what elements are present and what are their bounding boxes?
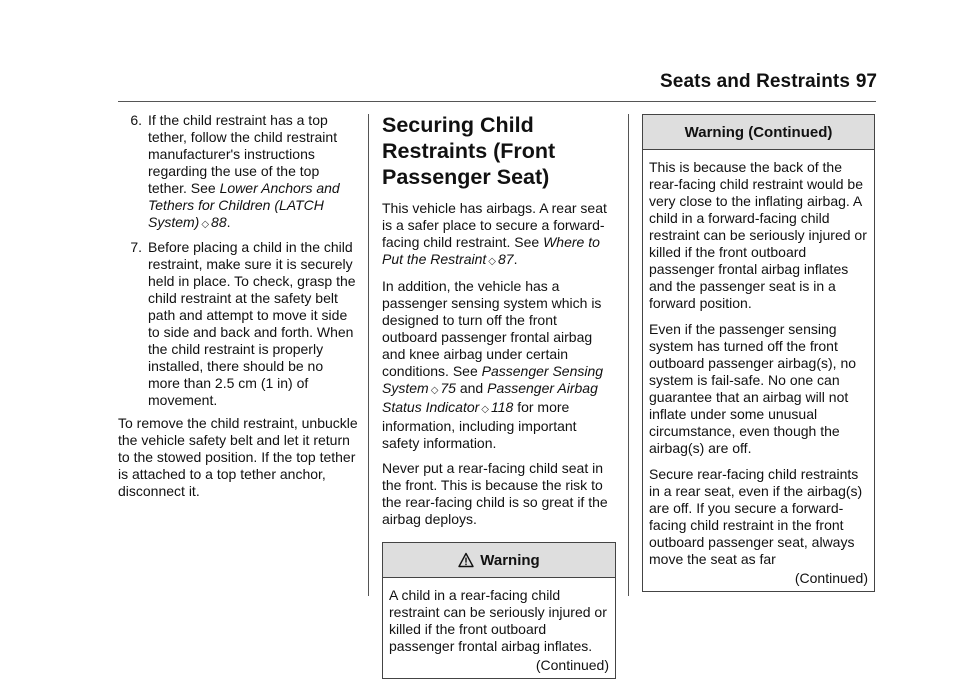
page-reference[interactable]: 75 bbox=[440, 380, 456, 396]
column-3 bbox=[642, 114, 875, 592]
paragraph: To remove the child restraint, unbuckle the vehicle safety belt and let it return to the stowed position. If the top tether is attached to a top tether anchor, disconnect it. bbox=[118, 415, 358, 499]
header-divider bbox=[118, 101, 876, 102]
step-text: Before placing a child in the child restraint, make sure it is securely held in place. To check, grasp the child restraint at the safety belt path and attempt to move it side to side and back and forth. When the child restraint is properly installed, there should be no more than 2.5 cm (1 in) of movement. bbox=[148, 239, 356, 408]
column-1 bbox=[118, 112, 358, 508]
section-heading: Securing Child Restraints (Front Passenger Seat) bbox=[382, 113, 556, 189]
warning-title: Warning bbox=[480, 551, 540, 569]
warning-body bbox=[383, 578, 615, 678]
page-reference[interactable]: 87 bbox=[497, 251, 514, 267]
column-2 bbox=[382, 112, 616, 679]
cross-reference-link[interactable]: Passenger Sensing System bbox=[382, 363, 604, 396]
continued-label: (Continued) bbox=[794, 570, 868, 586]
paragraph: Never put a rear-facing child seat in the front. This is because the risk to the rear-facing child is so great if the airbag deploys. bbox=[382, 460, 608, 527]
warning-paragraph: Secure rear-facing child restraints in a rear seat, even if the airbag(s) are off. If you secure a forward-facing child restraint in the front outboard passenger seat, always move the seat as far bbox=[649, 466, 863, 567]
warning-box-continued bbox=[642, 114, 875, 592]
page-reference[interactable]: 88 bbox=[211, 214, 227, 230]
cross-reference-link[interactable]: Where to Put the Restraint bbox=[382, 234, 600, 267]
step-number: 6. bbox=[130, 112, 142, 128]
warning-paragraph: This is because the back of the rear-facing child restraint would be very close to the inflating airbag. A child in a forward-facing child restraint can be seriously injured or killed if the front outboard passenger frontal airbag inflates and the passenger seat is in a forward position. bbox=[649, 159, 867, 311]
continued-label: (Continued) bbox=[535, 657, 609, 673]
step-6 bbox=[118, 112, 358, 233]
page-reference-arrow-icon: ◇ bbox=[430, 385, 439, 396]
step-text: If the child restraint has a top tether, follow the child restraint manufacturer's instructions regarding the use of the top tether. See Lower Anchors and Tethers for Children (LATCH System) ◇ 88. bbox=[148, 112, 340, 230]
cross-reference-link[interactable]: Lower Anchors and Tethers for Children (LATCH System) bbox=[148, 180, 340, 230]
column-divider-2 bbox=[628, 114, 629, 596]
warning-box bbox=[382, 542, 616, 679]
page-reference-arrow-icon: ◇ bbox=[481, 404, 489, 415]
warning-header bbox=[383, 543, 615, 578]
page-number: 97 bbox=[855, 71, 877, 92]
paragraph: This vehicle has airbags. A rear seat is a safer place to secure a forward-facing child restraint. See Where to Put the Restraint ◇ 87. bbox=[382, 200, 607, 267]
section-title: Seats and Restraints bbox=[660, 71, 850, 92]
warning-paragraph: Even if the passenger sensing system has turned off the front outboard passenger airbag(s), no system is fail-safe. No one can guarantee that an airbag will not inflate under some unusual circumstance, even though the airbag(s) are off. bbox=[649, 321, 857, 456]
column-divider-1 bbox=[368, 114, 369, 596]
page-reference[interactable]: 118 bbox=[490, 399, 514, 415]
paragraph: In addition, the vehicle has a passenger sensing system which is designed to turn off the front outboard passenger frontal airbag and knee airbag under certain conditions. See Passenger Sensing System ◇ 75 and Passenger Airbag Status Indicator ◇ 118 for more information, including important safety information. bbox=[382, 278, 604, 451]
warning-triangle-icon bbox=[458, 552, 474, 568]
warning-text: A child in a rear-facing child restraint can be seriously injured or killed if the front outboard passenger frontal airbag inflates. bbox=[389, 587, 607, 654]
warning-body bbox=[643, 150, 874, 591]
page-reference-arrow-icon: ◇ bbox=[488, 256, 496, 267]
warning-header bbox=[643, 115, 874, 150]
step-number: 7. bbox=[130, 239, 142, 255]
page-reference-arrow-icon: ◇ bbox=[201, 219, 210, 230]
cross-reference-link[interactable]: Passenger Airbag Status Indicator bbox=[382, 380, 598, 415]
step-7 bbox=[118, 239, 358, 409]
warning-title: Warning (Continued) bbox=[684, 123, 833, 141]
